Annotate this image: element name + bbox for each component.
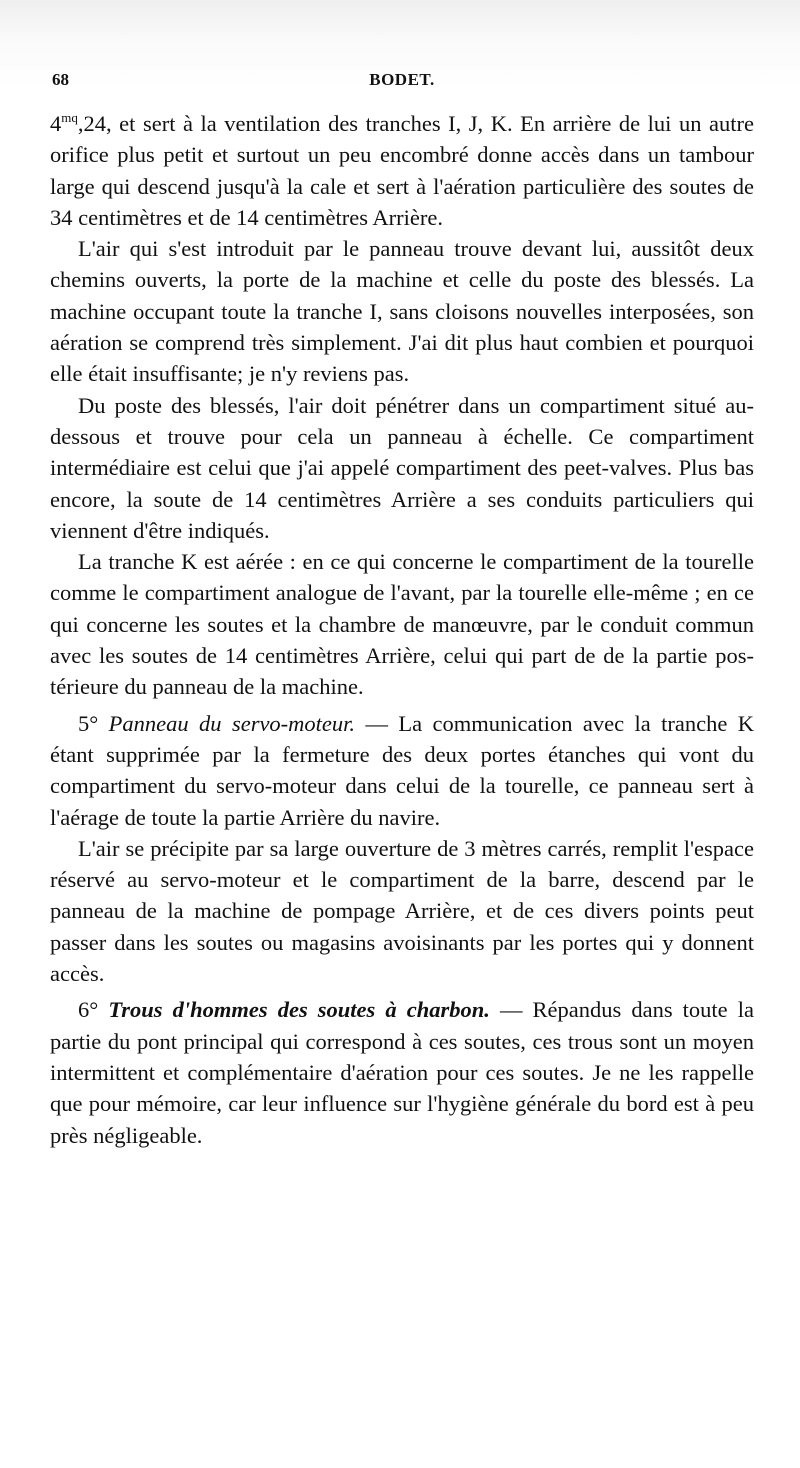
paragraph-3: Du poste des blessés, l'air doit pénétrer dans un compartiment situé au-dessous et trouve pour cela un panneau à échelle. Ce compartiment intermédiaire est celui que j'ai appelé compartiment des peet-valves. Plus bas encore, la soute de 14 centimètres Arrière a ses conduits particuliers qui viennent d'être indiqués. (50, 392, 754, 543)
section-6-number: 6° (78, 997, 99, 1023)
section-5-heading: Panneau du servo-moteur. (108, 710, 356, 736)
section-6-text: — Répandus dans toute la partie du pont principal qui correspond à ces soutes, ces trous sont un moyen intermittent et complémentaire d'aération pour ces soutes. Je ne les rappelle que pour mémoire, car leur influence sur l'hygiène générale du bord est à peu près négligeable. (50, 997, 754, 1148)
paragraph-1-superscript: mq (61, 110, 78, 125)
paragraph-4: La tranche K est aérée : en ce qui concerne le compartiment de la tourelle comme le compartiment analogue de l'avant, par la tourelle elle-même ; en ce qui concerne les soutes et la chambre de manœuvre, par le conduit commun avec les soutes de 14 centimètres Arrière, celui qui part de de la partie postérieure du panneau de la machine. (50, 549, 754, 700)
section-6-heading: Trous d'hommes des soutes à charbon. (108, 997, 490, 1023)
section-5-text: — La communication avec la tranche K étant supprimée par la fermeture des deux portes étanches qui vont du compartiment du servo-moteur dans celui de la tourelle, ce panneau sert à l'aérage de toute la partie Arrière du navire. (50, 710, 754, 830)
paragraph-5 (50, 708, 754, 833)
running-head (52, 70, 752, 100)
page-number: 68 (52, 70, 69, 89)
section-5-number: 5° (78, 710, 99, 736)
paragraph-1 (50, 108, 754, 233)
paragraph-2: L'air qui s'est introduit par le panneau trouve devant lui, aussitôt deux chemins ouverts, la porte de la machine et celle du poste des blessés. La machine occupant toute la tranche I, sans cloisons nouvelles interposées, son aération se comprend très simplement. J'ai dit plus haut combien et pourquoi elle était insuffisante; je n'y reviens pas. (50, 236, 754, 387)
running-title: BODET. (369, 70, 435, 89)
paragraph-7 (50, 994, 754, 1150)
body-text (50, 108, 754, 1151)
paragraph-6: L'air se précipite par sa large ouverture de 3 mètres carrés, remplit l'espace réservé au servo-moteur et le compartiment de la barre, descend par le panneau de la machine de pompage Arrière, et de ces divers points peut passer dans les soutes ou magasins avoisinants par les portes qui y donnent accès. (50, 835, 754, 987)
paragraph-1-text: ,24, et sert à la ventilation des tranches I, J, K. En arrière de lui un autre orifice plus petit et surtout un peu encombré donne accès dans un tambour large qui descend jusqu'à la cale et sert à l'aération particulière des soutes de 34 centimètres et de 14 centimètres Arrière. (50, 111, 754, 230)
paragraph-1-lead: 4 (50, 111, 62, 136)
